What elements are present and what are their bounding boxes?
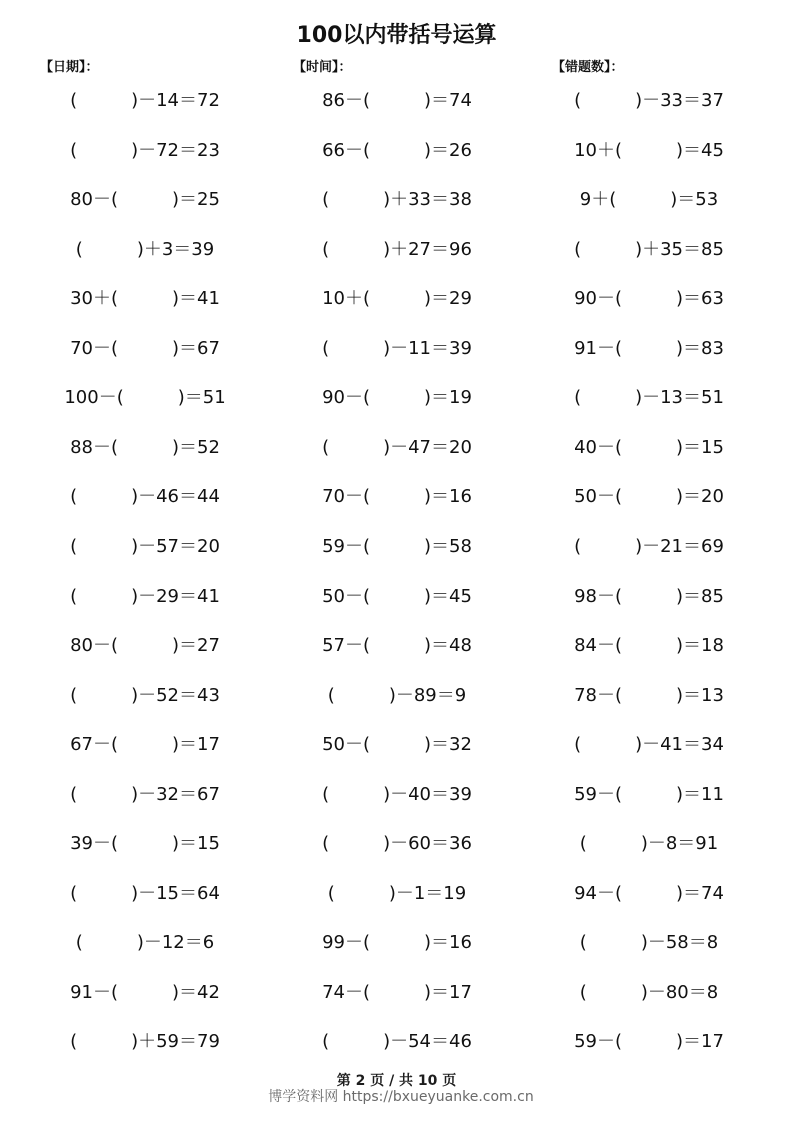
problem-item: 50－( )＝45 xyxy=(322,585,472,607)
problem-item: ( )－57＝20 xyxy=(70,536,220,557)
problem-item: ( )＋3＝39 xyxy=(75,238,215,260)
problem-item: ( )－47＝20 xyxy=(322,436,472,458)
problem-item: ( )－72＝23 xyxy=(70,139,220,161)
problem-item: 59－( )＝17 xyxy=(574,1031,724,1053)
problem-item: ( )－21＝69 xyxy=(574,536,724,557)
problem-item: 84－( )＝18 xyxy=(574,635,724,656)
problem-item: 88－( )＝52 xyxy=(70,436,220,458)
problem-item: 40－( )＝15 xyxy=(574,436,724,458)
problem-item: ( )－12＝6 xyxy=(75,932,215,954)
page-title: 100以内带括号运算 xyxy=(296,23,497,48)
problem-item: ( )－14＝72 xyxy=(70,90,220,111)
problem-item: 86－( )＝74 xyxy=(322,90,472,111)
problem-item: 10＋( )＝29 xyxy=(322,288,472,310)
problem-item: 94－( )＝74 xyxy=(574,882,724,904)
problem-item: 80－( )＝25 xyxy=(70,189,220,211)
problem-item: ( )－60＝36 xyxy=(322,833,472,855)
problem-item: ( )＋27＝96 xyxy=(322,238,472,260)
problem-item: 98－( )＝85 xyxy=(574,585,724,607)
problem-item: 57－( )＝48 xyxy=(322,635,472,656)
problem-item: 66－( )＝26 xyxy=(322,139,472,161)
problem-item: ( )－15＝64 xyxy=(70,882,220,904)
problem-item: ( )－40＝39 xyxy=(322,783,472,805)
problem-item: 91－( )＝42 xyxy=(70,981,220,1003)
problem-item: 39－( )＝15 xyxy=(70,833,220,855)
problem-item: 50－( )＝20 xyxy=(574,486,724,508)
problem-item: 80－( )＝27 xyxy=(70,635,220,656)
problem-item: ( )－29＝41 xyxy=(70,585,220,607)
problem-item: 74－( )＝17 xyxy=(322,981,472,1003)
problem-item: ( )－13＝51 xyxy=(574,387,724,409)
problem-item: ( )－8＝91 xyxy=(579,833,719,855)
problem-item: ( )－41＝34 xyxy=(574,734,724,756)
problem-item: ( )－32＝67 xyxy=(70,783,220,805)
problem-item: ( )－89＝9 xyxy=(327,684,467,706)
error-count-label: 【错题数】： xyxy=(552,60,624,75)
problem-item: ( )－1＝19 xyxy=(327,882,467,904)
problem-item: ( )－52＝43 xyxy=(70,684,220,706)
problem-item: 59－( )＝58 xyxy=(322,536,472,557)
problem-item: ( )－54＝46 xyxy=(322,1031,472,1053)
footer-watermark: 博学资料网 https://bxueyuanke.com.cn xyxy=(268,1089,534,1105)
problem-item: ( )－11＝39 xyxy=(322,337,472,359)
problem-item: 90－( )＝63 xyxy=(574,288,724,310)
problem-item: 100－( )＝51 xyxy=(64,387,226,409)
problem-item: ( )－58＝8 xyxy=(579,932,719,954)
problem-item: 91－( )＝83 xyxy=(574,337,724,359)
problem-item: 70－( )＝67 xyxy=(70,337,220,359)
problem-item: ( )＋35＝85 xyxy=(574,238,724,260)
problem-item: 78－( )＝13 xyxy=(574,684,724,706)
problem-item: 59－( )＝11 xyxy=(574,783,724,805)
problem-item: 67－( )＝17 xyxy=(70,734,220,756)
problem-item: 9＋( )＝53 xyxy=(579,189,719,211)
problem-item: ( )＋59＝79 xyxy=(70,1031,220,1053)
date-label: 【日期】： xyxy=(40,60,99,75)
problem-item: 10＋( )＝45 xyxy=(574,139,724,161)
problem-item: ( )－80＝8 xyxy=(579,981,719,1003)
problem-item: 70－( )＝16 xyxy=(322,486,472,508)
problem-item: 50－( )＝32 xyxy=(322,734,472,756)
problem-item: 90－( )＝19 xyxy=(322,387,472,409)
problem-item: ( )－46＝44 xyxy=(70,486,220,508)
problem-item: ( )＋33＝38 xyxy=(322,189,472,211)
problem-item: ( )－33＝37 xyxy=(574,90,724,111)
problem-item: 99－( )＝16 xyxy=(322,932,472,954)
page-number: 第 2 页 / 共 10 页 xyxy=(336,1073,457,1089)
time-label: 【时间】： xyxy=(293,60,352,75)
problem-item: 30＋( )＝41 xyxy=(70,288,220,310)
